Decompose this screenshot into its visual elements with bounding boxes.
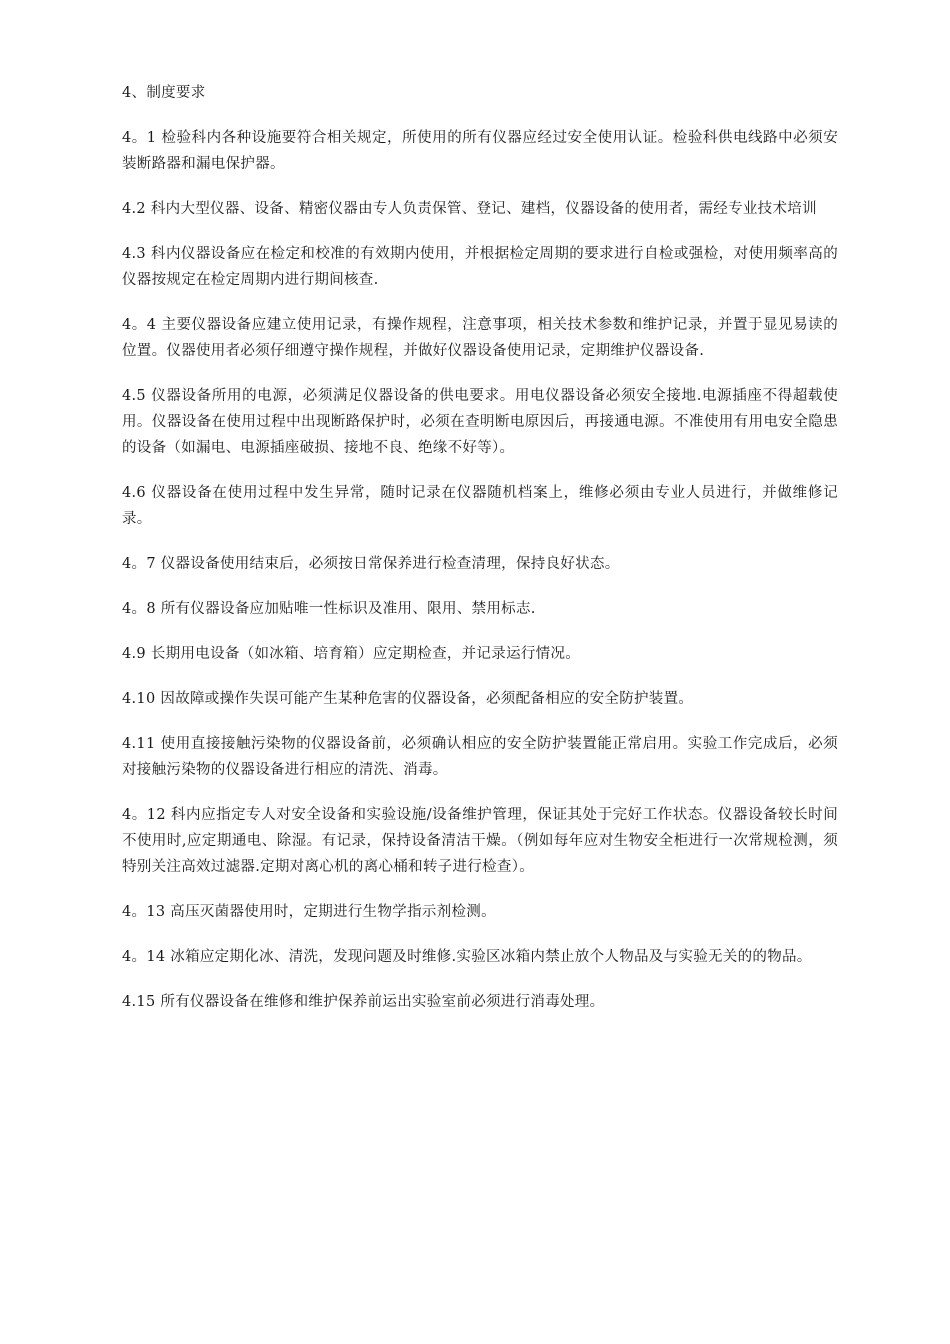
paragraph-4-9: 4.9 长期用电设备（如冰箱、培育箱）应定期检查，并记录运行情况。	[122, 646, 581, 662]
section-heading: 4、制度要求	[122, 85, 206, 101]
paragraph-4-12: 4。12 科内应指定专人对安全设备和实验设施/设备维护管理，保证其处于完好工作状态。仪器设备较长时间不使用时,应定期通电、除湿。有记录，保持设备清洁干燥。（例如每年应对生物安全柜进行一次常规检测，须特别关注高效过滤器.定期对离心机的离心桶和转子进行检查）。	[122, 807, 838, 875]
paragraph-4-14: 4。14 冰箱应定期化冰、清洗，发现问题及时维修.实验区冰箱内禁止放个人物品及与实验无关的的物品。	[122, 949, 812, 965]
paragraph-4-3: 4.3 科内仪器设备应在检定和校准的有效期内使用，并根据检定周期的要求进行自检或强检，对使用频率高的仪器按规定在检定周期内进行期间核查.	[122, 246, 838, 288]
paragraph-4-7: 4。7 仪器设备使用结束后，必须按日常保养进行检查清理，保持良好状态。	[122, 556, 620, 572]
paragraph-4-15: 4.15 所有仪器设备在维修和维护保养前运出实验室前必须进行消毒处理。	[122, 994, 605, 1010]
paragraph-4-5: 4.5 仪器设备所用的电源，必须满足仪器设备的供电要求。用电仪器设备必须安全接地.电源插座不得超载使用。仪器设备在使用过程中出现断路保护时，必须在查明断电原因后，再接通电源。不准使用有用电安全隐患的设备（如漏电、电源插座破损、接地不良、绝缘不好等）。	[122, 388, 838, 456]
paragraph-4-8: 4。8 所有仪器设备应加贴唯一性标识及准用、限用、禁用标志.	[122, 601, 536, 617]
paragraph-4-1: 4。1 检验科内各种设施要符合相关规定，所使用的所有仪器应经过安全使用认证。检验科供电线路中必须安装断路器和漏电保护器。	[122, 130, 838, 172]
paragraph-4-2: 4.2 科内大型仪器、设备、精密仪器由专人负责保管、登记、建档，仪器设备的使用者，需经专业技术培训	[122, 201, 817, 217]
paragraph-4-6: 4.6 仪器设备在使用过程中发生异常，随时记录在仪器随机档案上，维修必须由专业人员进行，并做维修记录。	[122, 485, 838, 527]
paragraph-4-10: 4.10 因故障或操作失误可能产生某种危害的仪器设备，必须配备相应的安全防护装置。	[122, 691, 694, 707]
paragraph-4-13: 4。13 高压灭菌器使用时，定期进行生物学指示剂检测。	[122, 904, 496, 920]
paragraph-4-11: 4.11 使用直接接触污染物的仪器设备前，必须确认相应的安全防护装置能正常启用。实验工作完成后，必须对接触污染物的仪器设备进行相应的清洗、消毒。	[122, 736, 838, 778]
document-body	[122, 80, 838, 1034]
paragraph-4-4: 4。4 主要仪器设备应建立使用记录，有操作规程，注意事项，相关技术参数和维护记录，并置于显见易读的位置。仪器使用者必须仔细遵守操作规程，并做好仪器设备使用记录，定期维护仪器设备.	[122, 317, 838, 359]
